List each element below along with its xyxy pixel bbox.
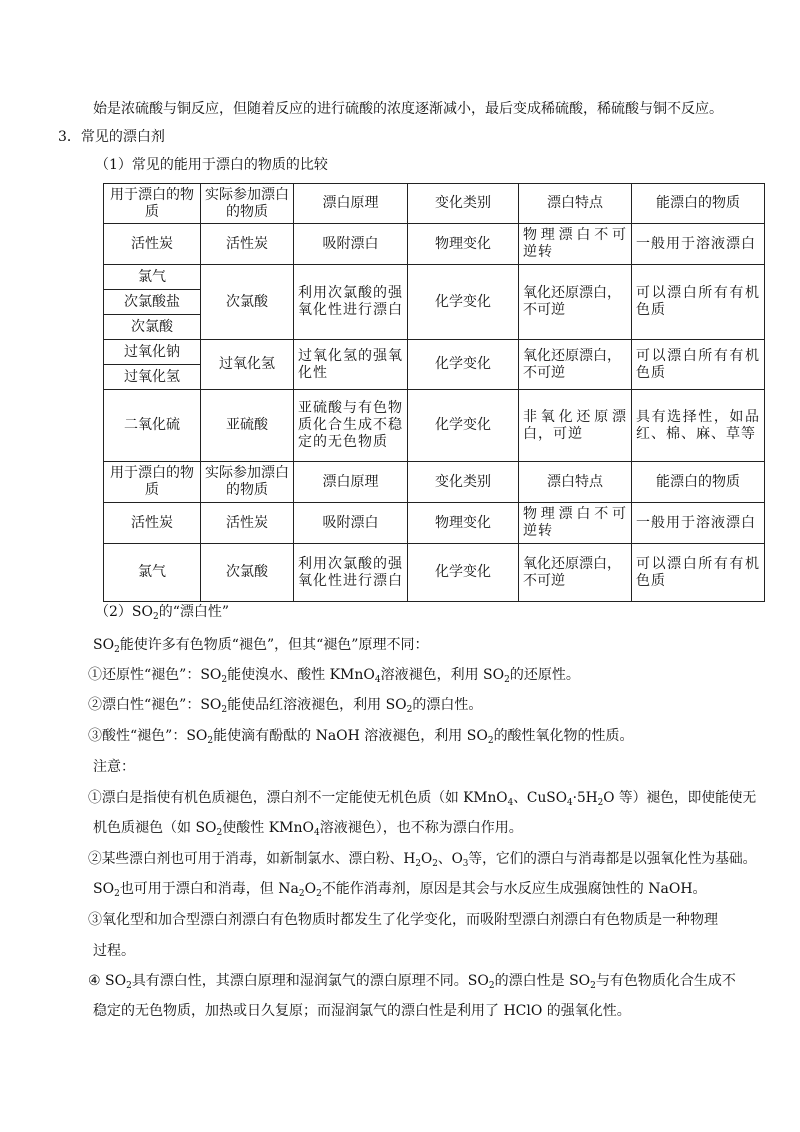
table-cell: 漂白特点	[519, 462, 632, 503]
text-run: 、O	[437, 851, 463, 867]
text-run: 的漂白性。	[412, 697, 483, 713]
text-run: ①漂白是指使有机色质褪色，漂白剂不一定能使无机色质（如 KMnO	[88, 790, 508, 806]
table-cell: 能漂白的物质	[632, 462, 765, 503]
text-run: 的酸性氧化物的性质。	[493, 728, 634, 744]
acidic-decolor-item	[88, 726, 634, 746]
table-cell: 氯气	[104, 265, 201, 290]
note-4-line-2: 稳定的无色物质，加热或日久复原；而湿润氯气的漂白性是利用了 HClO 的强氧化性。	[93, 1003, 631, 1019]
section-3-title: 3．常见的漂白剂	[58, 129, 165, 145]
table-cell: 次氯酸	[201, 544, 294, 602]
table-cell: 次氯酸盐	[104, 290, 201, 315]
table-cell: 用于漂白的物质	[104, 462, 201, 503]
text-run: 的“漂白性”	[158, 604, 230, 620]
table-cell: 漂白原理	[294, 184, 408, 224]
subsection-2-title	[95, 602, 229, 622]
table-cell: 变化类别	[408, 462, 519, 503]
table-cell: 氧化还原漂白，不可逆	[519, 265, 632, 340]
table-cell: 吸附漂白	[294, 503, 408, 544]
subscript: 2	[298, 889, 305, 899]
note-title: 注意：	[93, 759, 135, 775]
table-cell: 化学变化	[408, 265, 519, 340]
table-cell: 可以漂白所有有机色质	[632, 340, 765, 390]
subsection-1-title: （1）常见的能用于漂白的物质的比较	[95, 157, 328, 173]
table-cell: 过氧化氢的强氧化性	[294, 340, 408, 390]
table-cell: 物理漂白不可逆转	[519, 224, 632, 265]
table-cell: 二氧化硫	[104, 390, 201, 462]
text-run: ·5H	[572, 790, 598, 806]
table-cell: 次氯酸	[104, 315, 201, 340]
text-run: （2）SO	[95, 604, 153, 620]
text-run: ③酸性“褪色”：SO	[88, 728, 208, 744]
table-row	[104, 224, 765, 265]
text-run: 溶液褪色），也不称为漂白作用。	[319, 820, 523, 836]
subscript: 2	[406, 705, 413, 715]
table-cell: 非氧化还原漂白，可逆	[519, 390, 632, 462]
text-run: 能使滴有酚酞的 NaOH 溶液褪色，利用 SO	[213, 728, 488, 744]
table-cell: 实际参加漂白的物质	[201, 462, 294, 503]
table-cell: 一般用于溶液漂白	[632, 224, 765, 265]
subscript: 2	[432, 859, 438, 869]
text-run: 等，它们的漂白与消毒都是以强氧化性为基础。	[468, 851, 757, 867]
subscript: 2	[415, 859, 421, 869]
text-run: 也可用于漂白和消毒，但 Na	[119, 881, 299, 897]
table-cell: 可以漂白所有有机色质	[632, 544, 765, 602]
table-row	[104, 390, 765, 462]
subscript: 2	[114, 889, 120, 899]
text-run: 的漂白性是 SO	[494, 973, 591, 989]
table-cell: 氯气	[104, 544, 201, 602]
table-cell: 能漂白的物质	[632, 184, 765, 224]
subscript: 2	[590, 981, 596, 991]
table-cell: 化学变化	[408, 340, 519, 390]
text-run: ②漂白性“褪色”：SO	[88, 697, 222, 713]
subscript: 2	[216, 828, 223, 838]
bleaching-decolor-item	[88, 695, 482, 715]
table-cell: 活性炭	[104, 224, 201, 265]
table-cell: 变化类别	[408, 184, 519, 224]
note-1-line-1	[88, 788, 756, 808]
table-header-row	[104, 184, 765, 224]
table-row	[104, 265, 765, 290]
text-run: 与有色物质化合生成不	[595, 973, 736, 989]
table-cell: 活性炭	[104, 503, 201, 544]
text-run: 能使许多有色物质“褪色”，但其“褪色”原理不同：	[119, 637, 429, 653]
table-cell: 亚硫酸	[201, 390, 294, 462]
subscript: 2	[221, 675, 228, 685]
table-cell: 亚硫酸与有色物质化合生成不稳定的无色物质	[294, 390, 408, 462]
table-row	[104, 544, 765, 602]
subscript: 2	[126, 981, 132, 991]
table-cell: 物理变化	[408, 224, 519, 265]
table-cell: 利用次氯酸的强氧化性进行漂白	[294, 544, 408, 602]
note-3-line-2: 过程。	[93, 943, 135, 959]
subscript: 3	[462, 859, 469, 869]
text-run: 能使品红溶液褪色，利用 SO	[227, 697, 407, 713]
subscript: 4	[374, 675, 381, 685]
table-cell: 物理漂白不可逆转	[519, 503, 632, 544]
subscript: 2	[114, 645, 120, 655]
subscript: 2	[504, 675, 510, 685]
table-cell: 一般用于溶液漂白	[632, 503, 765, 544]
table-cell: 化学变化	[408, 544, 519, 602]
note-1-line-2	[93, 818, 523, 838]
text-run: 、CuSO	[513, 790, 567, 806]
subscript: 2	[207, 736, 214, 746]
table-row	[104, 503, 765, 544]
note-2-line-1	[88, 849, 756, 869]
text-run: O	[304, 881, 317, 897]
subscript: 4	[314, 828, 320, 838]
note-2-line-2	[93, 879, 707, 899]
so2-intro-line	[93, 635, 428, 655]
table-cell: 漂白原理	[294, 462, 408, 503]
text-run: O	[420, 851, 433, 867]
text-run: SO	[93, 881, 115, 897]
table-row	[104, 462, 765, 503]
subscript: 2	[316, 889, 322, 899]
text-run: 溶液褪色，利用 SO	[380, 667, 505, 683]
table-cell: 漂白特点	[519, 184, 632, 224]
text-run: ④ SO	[88, 973, 127, 989]
table-cell: 过氧化氢	[104, 365, 201, 390]
table-row	[104, 340, 765, 365]
text-run: 具有漂白性，其漂白原理和湿润氯气的漂白原理不同。SO	[131, 973, 489, 989]
table-cell: 用于漂白的物质	[104, 184, 201, 224]
table-cell: 氧化还原漂白，不可逆	[519, 340, 632, 390]
table-cell: 活性炭	[201, 503, 294, 544]
table-cell: 次氯酸	[201, 265, 294, 340]
text-run: O 等）褪色，即使能使无	[603, 790, 757, 806]
table-cell: 活性炭	[201, 224, 294, 265]
text-run: ①还原性“褪色”：SO	[88, 667, 222, 683]
subscript: 2	[221, 705, 228, 715]
table-cell: 过氧化钠	[104, 340, 201, 365]
subscript: 2	[487, 736, 494, 746]
subscript: 2	[152, 612, 159, 622]
subscript: 4	[566, 798, 573, 808]
text-run: 能使溴水、酸性 KMnO	[227, 667, 375, 683]
text-run: 的还原性。	[509, 667, 580, 683]
text-run: 使酸性 KMnO	[222, 820, 315, 836]
table-cell: 利用次氯酸的强氧化性进行漂白	[294, 265, 408, 340]
table-cell: 实际参加漂白的物质	[201, 184, 294, 224]
table-cell: 氧化还原漂白，不可逆	[519, 544, 632, 602]
table-cell: 可以漂白所有有机色质	[632, 265, 765, 340]
subscript: 2	[597, 798, 604, 808]
table-cell: 过氧化氢	[201, 340, 294, 390]
note-4-line-1	[88, 971, 736, 991]
text-run: 机色质褪色（如 SO	[93, 820, 217, 836]
intro-line: 始是浓硫酸与铜反应，但随着反应的进行硫酸的浓度逐渐减小，最后变成稀硫酸，稀硫酸与铜不反应。	[93, 101, 723, 117]
reducing-decolor-item	[88, 665, 580, 685]
bleach-comparison-table	[103, 183, 765, 602]
subscript: 2	[488, 981, 495, 991]
table-cell: 物理变化	[408, 503, 519, 544]
text-run: ②某些漂白剂也可用于消毒，如新制氯水、漂白粉、H	[88, 851, 416, 867]
text-run: 不能作消毒剂，原因是其会与水反应生成强腐蚀性的 NaOH。	[321, 881, 707, 897]
table-cell: 具有选择性，如品红、棉、麻、草等	[632, 390, 765, 462]
note-3-line-1: ③氧化型和加合型漂白剂漂白有色物质时都发生了化学变化，而吸附型漂白剂漂白有色物质是一种物理	[88, 912, 718, 928]
subscript: 4	[507, 798, 514, 808]
text-run: SO	[93, 637, 115, 653]
table-cell: 化学变化	[408, 390, 519, 462]
table-cell: 吸附漂白	[294, 224, 408, 265]
